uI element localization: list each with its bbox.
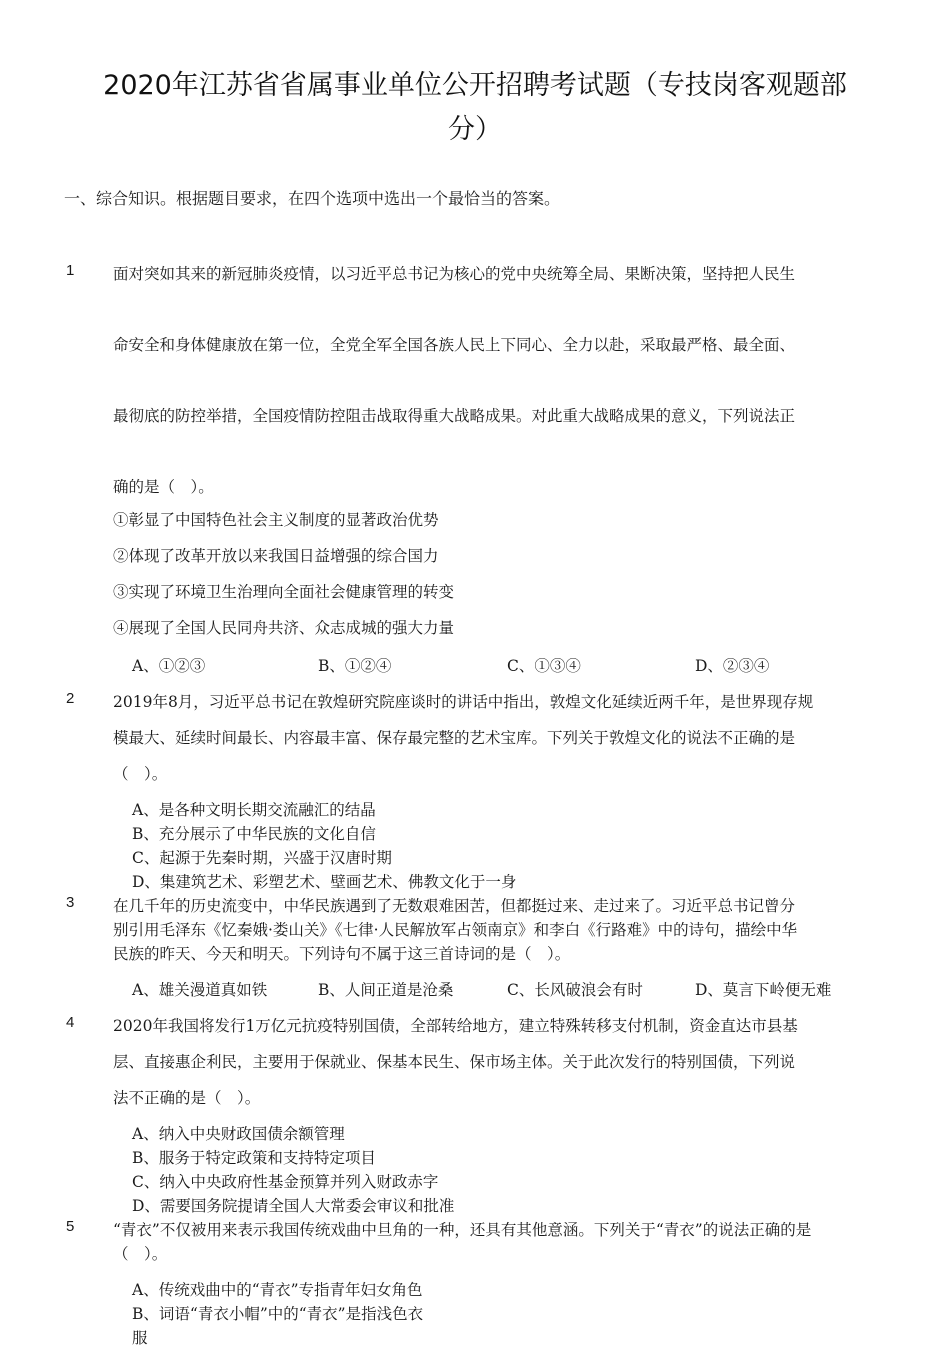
answer-option: D、②③④ — [695, 657, 770, 675]
statement: ①彰显了中国特色社会主义制度的显著政治优势 — [113, 511, 439, 529]
answer-option: B、词语“青衣小帽”中的“青衣”是指浅色衣 — [132, 1305, 424, 1323]
statement: ②体现了改革开放以来我国日益增强的综合国力 — [113, 547, 439, 565]
title-line-2: 分） — [448, 114, 502, 145]
answer-option: D、需要国务院提请全国人大常委会审议和批准 — [132, 1197, 455, 1215]
question-text-line: “青衣”不仅被用来表示我国传统戏曲中旦角的一种，还具有其他意涵。下列关于“青衣”的说法正确的是 — [113, 1221, 812, 1239]
question-text-line: 最彻底的防控举措，全国疫情防控阻击战取得重大战略成果。对此重大战略成果的意义，下列说法正 — [113, 407, 796, 425]
question-text-line: 面对突如其来的新冠肺炎疫情，以习近平总书记为核心的党中央统筹全局、果断决策，坚持把人民生 — [113, 265, 796, 283]
document-title — [70, 64, 880, 152]
answer-option: A、是各种文明长期交流融汇的结晶 — [132, 801, 376, 819]
statement: ③实现了环境卫生治理向全面社会健康管理的转变 — [113, 583, 455, 601]
question-text-line: 命安全和身体健康放在第一位，全党全军全国各族人民上下同心、全力以赴，采取最严格、最全面、 — [113, 336, 796, 354]
answer-option: C、长风破浪会有时 — [507, 981, 643, 999]
question-text-line: 别引用毛泽东《忆秦娥·娄山关》《七律·人民解放军占领南京》和李白《行路难》中的诗句，描绘中华 — [113, 921, 798, 939]
question-text-line: 2020年我国将发行1万亿元抗疫特别国债，全部转给地方，建立特殊转移支付机制，资金直达市县基 — [113, 1017, 798, 1035]
title-line-1: 2020年江苏省省属事业单位公开招聘考试题（专技岗客观题部 — [103, 70, 847, 101]
answer-option: A、纳入中央财政国债余额管理 — [132, 1125, 345, 1143]
question-text-line: （ ）。 — [113, 765, 168, 783]
answer-option-continued: 服 — [132, 1329, 148, 1347]
answer-option: D、莫言下岭便无难 — [695, 981, 832, 999]
answer-option: B、服务于特定政策和支持特定项目 — [132, 1149, 376, 1167]
question-number: 2 — [66, 690, 75, 707]
question-text-line: 层、直接惠企利民，主要用于保就业、保基本民生、保市场主体。关于此次发行的特别国债，下列说 — [113, 1053, 796, 1071]
answer-option: C、起源于先秦时期，兴盛于汉唐时期 — [132, 849, 392, 867]
statement: ④展现了全国人民同舟共济、众志成城的强大力量 — [113, 619, 455, 637]
question-text-line: 模最大、延续时间最长、内容最丰富、保存最完整的艺术宝库。下列关于敦煌文化的说法不正确的是 — [113, 729, 796, 747]
answer-option: C、①③④ — [507, 657, 581, 675]
answer-option: C、纳入中央政府性基金预算并列入财政赤字 — [132, 1173, 439, 1191]
question-text-line: （ ）。 — [113, 1245, 168, 1263]
question-number: 4 — [66, 1014, 75, 1031]
answer-option: A、①②③ — [132, 657, 206, 675]
question-text-line: 2019年8月，习近平总书记在敦煌研究院座谈时的讲话中指出，敦煌文化延续近两千年，是世界现存规 — [113, 693, 814, 711]
question-text-line: 确的是（ ）。 — [113, 478, 214, 496]
question-text-line: 在几千年的历史流变中，中华民族遇到了无数艰难困苦，但都挺过来、走过来了。习近平总书记曾分 — [113, 897, 796, 915]
answer-option: B、充分展示了中华民族的文化自信 — [132, 825, 376, 843]
answer-option: A、雄关漫道真如铁 — [132, 981, 268, 999]
answer-option: B、①②④ — [318, 657, 392, 675]
section-heading: 一、综合知识。根据题目要求，在四个选项中选出一个最恰当的答案。 — [64, 189, 561, 208]
question-number: 5 — [66, 1218, 75, 1235]
question-number: 3 — [66, 894, 75, 911]
question-text-line: 法不正确的是（ ）。 — [113, 1089, 261, 1107]
answer-option: A、传统戏曲中的“青衣”专指青年妇女角色 — [132, 1281, 423, 1299]
answer-option: D、集建筑艺术、彩塑艺术、壁画艺术、佛教文化于一身 — [132, 873, 517, 891]
question-text-line: 民族的昨天、今天和明天。下列诗句不属于这三首诗词的是（ ）。 — [113, 945, 571, 963]
question-number: 1 — [66, 262, 75, 279]
answer-option: B、人间正道是沧桑 — [318, 981, 454, 999]
